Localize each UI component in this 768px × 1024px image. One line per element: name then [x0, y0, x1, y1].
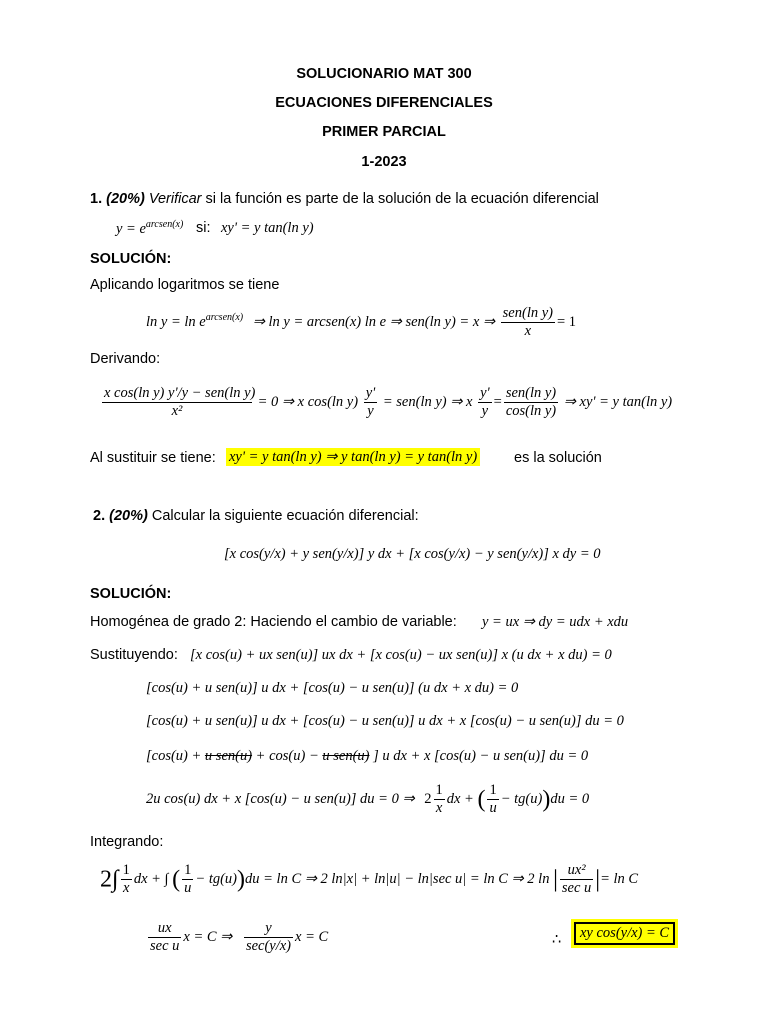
substitution-math: [x cos(u) + ux sen(u)] ux dx + [x cos(u) − ux sen(u)] x (u dx + x du) = 0	[190, 647, 612, 663]
homogeneous-math: y = ux ⇒ dy = udx + xdu	[482, 614, 629, 630]
problem-1-statement	[90, 191, 599, 207]
step-1-math: $\ln y = \ln e^{arcsen(x)}$ ⇒ ln y = arcsen(x) ln e ⇒ sen(ln y) = x ⇒ $\frac{\text{sen(ln y)}}{x}$ = 1	[146, 305, 577, 339]
final-answer-box: xy cos(y/x) = C	[574, 922, 675, 945]
problem-2-number: 2.	[93, 508, 106, 524]
homogeneous-text: Homogénea de grado 2: Haciendo el cambio de variable:	[90, 614, 457, 630]
problem-1-if-label: si:	[196, 220, 211, 236]
integration-text: Integrando:	[90, 834, 164, 850]
title-line-2: ECUACIONES DIFERENCIALES	[275, 95, 493, 111]
title-line-1: SOLUCIONARIO MAT 300	[296, 66, 472, 82]
problem-1-equation: xy' = y tan(ln y)	[221, 220, 314, 236]
step-2-math: $\frac{\text{x cos(ln y) y'/y − sen(ln y)}}{\text{x²}}$ = 0 ⇒ x cos(ln y) $\frac{y'}{y}$ = sen(ln y) ⇒ x $\frac{y'}{y}$ = $\frac{\text{sen(ln y)}}{\text{cos(ln y)}}$ ⇒ xy' = y tan(ln y)	[104, 385, 673, 419]
conclusion-highlight: xy' = y tan(ln y) ⇒ y tan(ln y) = y tan(ln y)	[226, 449, 480, 466]
conclusion-text: Al sustituir se tiene:	[90, 450, 216, 466]
substitution-text: Sustituyendo:	[90, 647, 178, 663]
step-1-text: Aplicando logaritmos se tiene	[90, 277, 280, 293]
problem-1-weight: (20%)	[106, 191, 145, 207]
conclusion-end: es la solución	[514, 450, 602, 466]
problem-2-equation: [x cos(y/x) + y sen(y/x)] y dx + [x cos(y/x) − y sen(y/x)] x dy = 0	[224, 546, 601, 562]
therefore-symbol: ∴	[552, 932, 562, 948]
final-math: $\frac{ux}{\text{sec u}}$ x = C ⇒ $\frac{y}{\sec(y/x)}$ x = C	[150, 920, 329, 954]
problem-1-verb: Verificar	[148, 191, 202, 207]
integration-math: 2∫ $\frac{1}{x}$ dx + ∫ ( $\frac{1}{u}$ − tg(u))du = ln C ⇒ 2 ln|x| + ln|u| − ln|sec u| = ln C ⇒ 2 ln | $\frac{\text{ux²}}{\text{sec u}}$ |= ln C	[100, 862, 639, 896]
problem-1-text: si la función es parte de la solución de la ecuación diferencial	[205, 191, 599, 207]
problem-2-weight: (20%)	[109, 508, 148, 524]
solution-label-2: SOLUCIÓN:	[90, 586, 172, 602]
problem-1-function: $y = e^{arcsen(x)}$	[116, 219, 184, 237]
math-line-c: [cos(u) + u sen(u) + cos(u) − u sen(u) ] u dx + x [cos(u) − u sen(u)] du = 0	[146, 748, 589, 764]
math-line-b: [cos(u) + u sen(u)] u dx + [cos(u) − u sen(u)] u dx + x [cos(u) − u sen(u)] du = 0	[146, 713, 624, 729]
solution-label-1: SOLUCIÓN:	[90, 251, 172, 267]
step-2-text: Derivando:	[90, 351, 161, 367]
title-line-4: 1-2023	[361, 154, 407, 170]
problem-2-text: Calcular la siguiente ecuación diferencial:	[151, 508, 419, 524]
title-line-3: PRIMER PARCIAL	[322, 124, 446, 140]
math-line-d: 2u cos(u) dx + x [cos(u) − u sen(u)] du = 0 ⇒ 2 $\frac{1}{x}$ dx + ( $\frac{1}{u}$ − tg(u))du = 0	[146, 782, 590, 816]
math-line-a: [cos(u) + u sen(u)] u dx + [cos(u) − u sen(u)] (u dx + x du) = 0	[146, 680, 519, 696]
problem-1-number: 1.	[90, 191, 103, 207]
problem-2-statement	[93, 508, 419, 524]
